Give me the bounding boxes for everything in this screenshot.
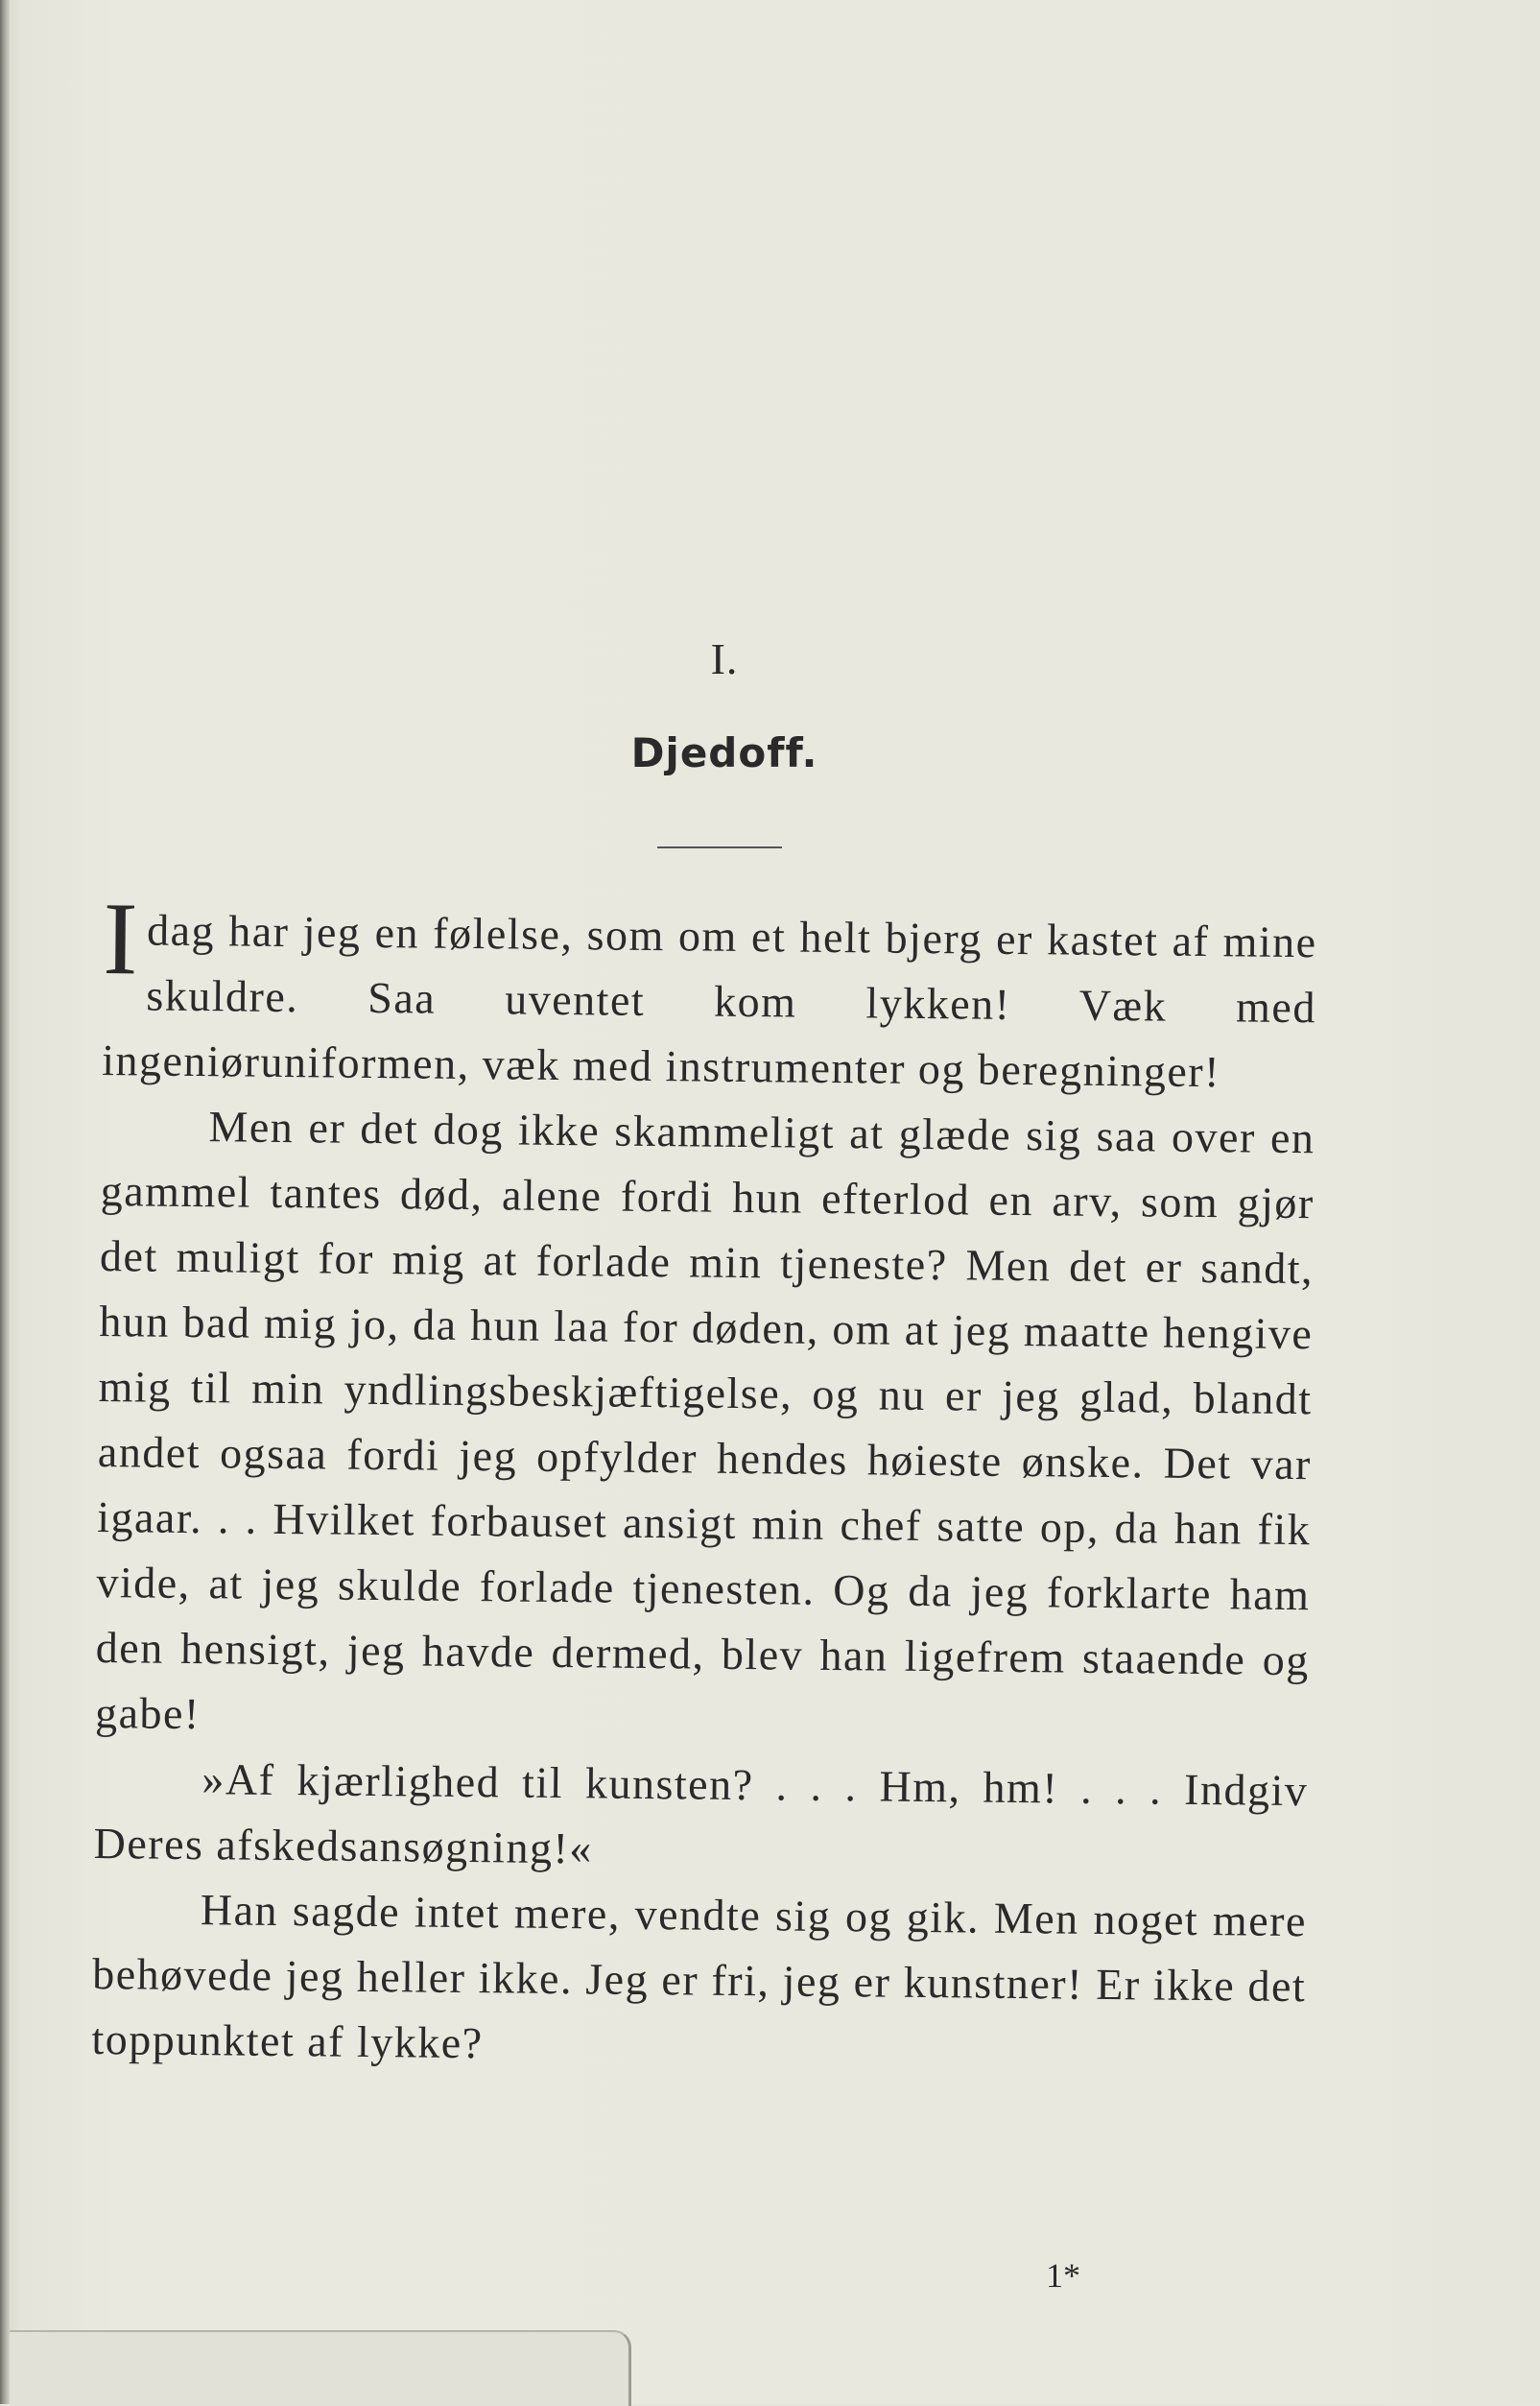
library-slip-edge — [10, 2330, 631, 2406]
title-divider — [657, 846, 782, 848]
paragraph-2: Men er det dog ikke skammeligt at glæde sig saa over en gammel tantes død, alene fordi hun efterlod en arv, som gjør det muligt for mig at forlade min tjeneste? Men det er sandt, hun bad mig jo, da hun laa for døden, om at jeg maatte hengive mig til min yndlingsbeskjæftigelse, og nu er jeg glad, blandt andet ogsaa fordi jeg opfylder hendes høieste ønske. Det var igaar. . . Hvilket forbauset ansigt min chef satte op, da han fik vide, at jeg skulde forlade tjenesten. Og da jeg forklarte ham den hensigt, jeg havde dermed, blev han ligefrem staaende og gabe! — [94, 1102, 1315, 1739]
paragraph-4: Han sagde intet mere, vendte sig og gik. Men noget mere behøvede jeg heller ikke. Jeg er fri, jeg er kunstner! Er ikke det toppunktet af lykke? — [91, 1885, 1308, 2068]
paragraph-1-text: dag har jeg en følelse, som om et helt bjerg er kastet af mine skuldre. Saa uventet kom lykken! Væk med ingeniøruniformen, væk med instrumenter og beregninger! — [101, 905, 1317, 1097]
chapter-body — [91, 882, 1317, 2084]
printer-signature-mark: 1* — [1046, 2256, 1080, 2295]
paragraph-1 — [101, 882, 1317, 1106]
drop-cap: I — [102, 882, 140, 997]
chapter-number: I. — [710, 634, 739, 683]
book-spine-shadow — [0, 0, 10, 2404]
paragraph-3: »Af kjærlighed til kunsten? . . . Hm, hm! . . . Indgiv Deres afskedsansøgning!« — [93, 1754, 1309, 1873]
chapter-title: Djedoff. — [630, 729, 818, 776]
